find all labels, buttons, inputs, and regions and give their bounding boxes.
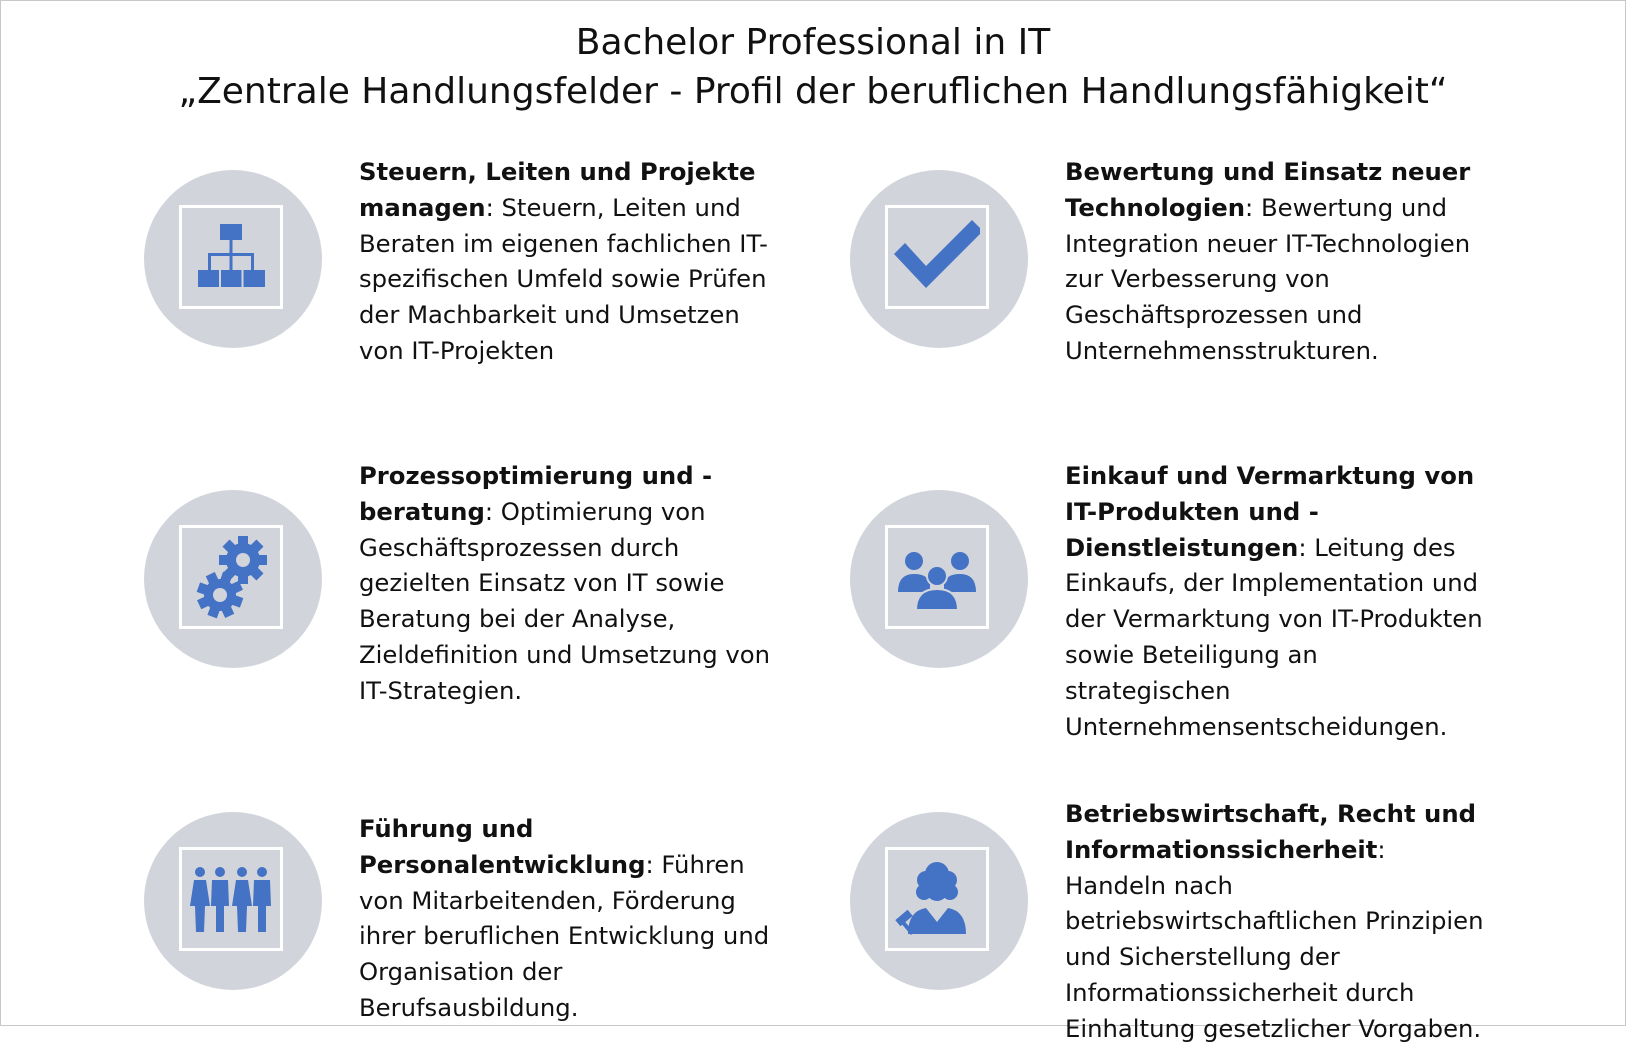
icon-circle — [144, 812, 322, 990]
field-heading: Prozessoptimierung und -beratung — [359, 461, 713, 526]
field-heading: Betriebswirtschaft, Recht und Informationssicherheit — [1065, 799, 1477, 864]
title-line-1: Bachelor Professional in IT — [575, 22, 1051, 63]
field-description: Handeln nach betriebswirtschaftlichen Prinzipien und Sicherstellung der Informationssicherheit durch Einhaltung gesetzlicher Vorgaben. — [1065, 870, 1484, 1043]
diagram-title — [0, 18, 1626, 116]
icon-circle — [144, 490, 322, 668]
field-description: Leitung des Einkaufs, der Implementation und der Vermarktung von IT-Produkten sowie Beteiligung an strategischen Unternehmensentscheidungen. — [1065, 532, 1483, 741]
field-heading: Führung und Personalentwicklung — [359, 814, 646, 879]
icon-circle — [144, 170, 322, 348]
icon-circle — [850, 170, 1028, 348]
icon-circle — [850, 490, 1028, 668]
field-description: Steuern, Leiten und Beraten im eigenen fachlichen IT-spezifischen Umfeld sowie Prüfen der Machbarkeit und Umsetzen von IT-Projekten — [359, 192, 768, 365]
field-description: Optimierung von Geschäftsprozessen durch gezielten Einsatz von IT sowie Beratung bei der Analyse, Zieldefinition und Umsetzung von IT-Strategien. — [359, 496, 771, 705]
field-text: Bewertung und Einsatz neuer Technologien: Bewertung und Integration neuer IT-Technologien zur Verbesserung von Geschäftsprozessen und Unternehmensstrukturen. — [1065, 157, 1471, 365]
org-chart-icon — [179, 205, 283, 309]
field-heading: Einkauf und Vermarktung von IT-Produkten und -Dienstleistungen — [1065, 461, 1475, 562]
checkmark-icon — [885, 205, 989, 309]
icon-circle — [850, 812, 1028, 990]
field-heading: Steuern, Leiten und Projekte managen — [359, 157, 756, 222]
field-text: Einkauf und Vermarktung von IT-Produkten und -Dienstleistungen: Leitung des Einkaufs, der Implementation und der Vermarktung von IT-Produkten sowie Beteiligung an strategischen Unternehmensentscheidungen. — [1065, 461, 1483, 741]
field-text: Führung und Personalentwicklung: Führen von Mitarbeitenden, Förderung ihrer beruflichen Entwicklung und Organisation der Berufsausbildung. — [359, 814, 770, 1022]
field-text: Prozessoptimierung und -beratung: Optimierung von Geschäftsprozessen durch gezielten Einsatz von IT sowie Beratung bei der Analyse, Zieldefinition und Umsetzung von IT-Strategien. — [359, 461, 771, 705]
field-heading: Bewertung und Einsatz neuer Technologien — [1065, 157, 1471, 222]
field-text: Betriebswirtschaft, Recht und Informationssicherheit: Handeln nach betriebswirtschaftlichen Prinzipien und Sicherstellung der Informationssicherheit durch Einhaltung gesetzlicher Vorgaben. — [1065, 799, 1484, 1043]
field-description: Bewertung und Integration neuer IT-Technologien zur Verbesserung von Geschäftsprozessen und Unternehmensstrukturen. — [1065, 192, 1471, 365]
gears-icon — [179, 525, 283, 629]
field-description: Führen von Mitarbeitenden, Förderung ihrer beruflichen Entwicklung und Organisation der Berufsausbildung. — [359, 849, 770, 1022]
field-text: Steuern, Leiten und Projekte managen: Steuern, Leiten und Beraten im eigenen fachlichen IT-spezifischen Umfeld sowie Prüfen der Machbarkeit und Umsetzen von IT-Projekten — [359, 157, 768, 365]
group-icon — [885, 525, 989, 629]
judge-gavel-icon — [885, 847, 989, 951]
team-people-icon — [179, 847, 283, 951]
title-line-2: „Zentrale Handlungsfelder - Profil der beruflichen Handlungsfähigkeit“ — [178, 71, 1448, 112]
